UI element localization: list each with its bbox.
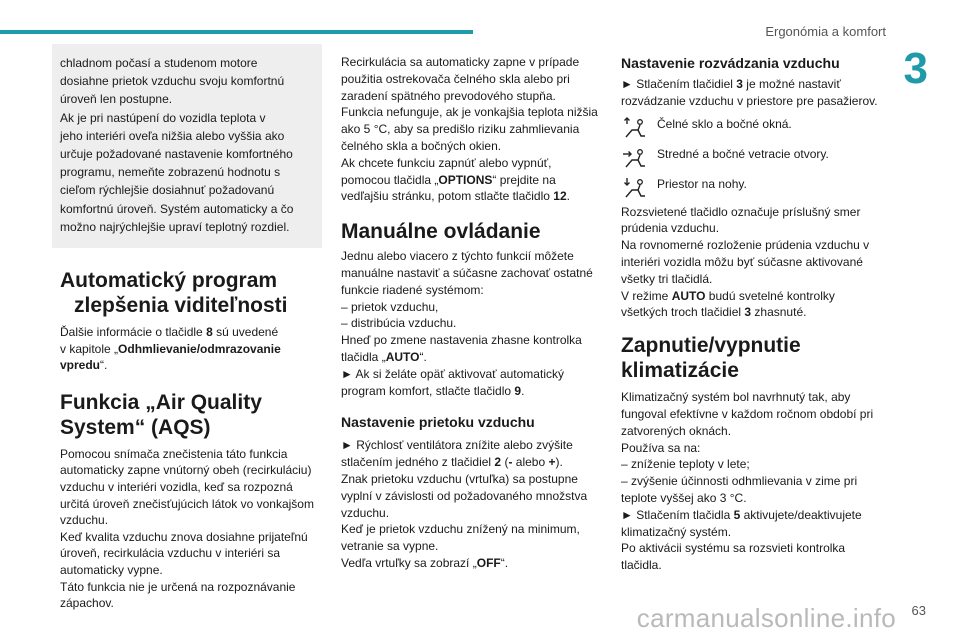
paragraph-line: zatvorených oknách.	[621, 423, 732, 438]
note-line: cieľom rýchlejšie dosiahnuť požadovanú	[60, 183, 275, 198]
note-line: chladnom počasí a studenom motore	[60, 56, 258, 70]
paragraph-line: program komfort, stlačte tlačidlo 9.	[341, 383, 525, 398]
paragraph-line: Táto funkcia nie je určená na rozpoznávanie	[60, 579, 296, 594]
note-box	[52, 44, 322, 248]
paragraph-line: automaticky zapne vnútorný obeh (recirkuláciu)	[60, 463, 312, 478]
header-accent-bar	[0, 30, 473, 34]
paragraph-line: zápachov.	[60, 596, 114, 611]
paragraph-line: Jednu alebo viacero z týchto funkcií môžete	[341, 249, 574, 264]
paragraph-line: ► Stlačením tlačidiel 3 je možné nastaviť	[621, 77, 841, 91]
paragraph-line: tlačidla.	[621, 558, 662, 573]
paragraph-line: Pomocou snímača znečistenia táto funkcia	[60, 446, 288, 461]
watermark: carmanualsonline.info	[636, 603, 896, 633]
paragraph-line: ► Stlačením tlačidla 5 aktivujete/deaktivujete	[621, 507, 862, 522]
paragraph-line: interiéri vozidla môžu byť súčasne aktivované	[621, 254, 863, 269]
paragraph-line: Vedľa vrtuľky sa zobrazí „OFF“.	[341, 555, 509, 570]
column-right	[621, 44, 891, 574]
note-line: komfortnú úroveň. Systém automaticky a čo	[60, 201, 294, 216]
heading-manual: Manuálne ovládanie	[341, 220, 541, 244]
paragraph-line: Rozsvietené tlačidlo označuje príslušný smer	[621, 204, 861, 219]
note-line: úroveň len postupne.	[60, 92, 173, 107]
center-vent-icon	[621, 146, 647, 170]
paragraph-line: fungoval efektívne v každom ročnom období pri	[621, 406, 874, 421]
heading-line: System“ (AQS)	[60, 415, 211, 439]
paragraph-line: prúdenia vzduchu.	[621, 221, 720, 236]
paragraph-line: všetky tri tlačidlá.	[621, 271, 713, 286]
distribution-option-center	[621, 146, 891, 170]
note-line: Ak je pri nastúpení do vozidla teplota v	[60, 110, 266, 125]
paragraph-line: tlačidla „AUTO“.	[341, 349, 427, 364]
paragraph-line: klimatizačný systém.	[621, 524, 732, 539]
paragraph-line: Používa sa na:	[621, 440, 701, 455]
paragraph-line: automaticky vypne.	[60, 562, 163, 577]
paragraph-line: použitia ostrekovača čelného skla alebo pri	[341, 71, 570, 86]
distribution-option-windscreen	[621, 116, 891, 140]
heading-line: Zapnutie/vypnutie	[621, 334, 801, 358]
paragraph-line: vzduchu.	[341, 505, 390, 520]
distribution-label: Čelné sklo a bočné okná.	[657, 116, 792, 131]
windscreen-vent-icon	[621, 116, 647, 140]
paragraph-line: v kapitole „Odhmlievanie/odmrazovanie	[60, 341, 281, 356]
paragraph-line: čelného skla a bočných okien.	[341, 138, 502, 153]
paragraph-line: Ak chcete funkciu zapnúť alebo vypnúť,	[341, 155, 552, 170]
paragraph-line: ► Ak si želáte opäť aktivovať automatický	[341, 366, 564, 381]
heading-ac-on-off	[621, 333, 891, 383]
distribution-option-footwell	[621, 176, 891, 200]
paragraph-line: určitá úroveň znečisťujúcich látok vo vonkajšom	[60, 496, 314, 511]
paragraph-line: – zníženie teploty v lete;	[621, 457, 750, 472]
distribution-label: Stredné a bočné vetracie otvory.	[657, 146, 829, 161]
paragraph-line: všetkých troch tlačidiel 3 zhasnuté.	[621, 305, 807, 320]
paragraph-line: teplote vyššej ako 3 °C.	[621, 490, 747, 505]
note-line: programu, nemeňte zobrazenú hodnotu s	[60, 165, 281, 180]
paragraph-line: vzduchu v interiéri vozidla, keď sa rozpozná	[60, 480, 293, 494]
paragraph-line: vpredu“.	[60, 358, 108, 373]
heading-line: zlepšenia viditeľnosti	[74, 294, 288, 318]
heading-auto-visibility	[60, 268, 322, 318]
paragraph-line: Keď je prietok vzduchu znížený na minimum,	[341, 522, 580, 537]
paragraph-line: manuálne nastaviť a súčasne zachovať ostatné	[341, 265, 593, 280]
column-left	[60, 44, 322, 612]
column-middle	[341, 44, 601, 572]
heading-line: Funkcia „Air Quality	[60, 390, 262, 414]
paragraph-line: – zvýšenie účinnosti odhmlievania v zime pri	[621, 474, 858, 489]
paragraph-line: Znak prietoku vzduchu (vrtuľka) sa postupne	[341, 471, 578, 486]
footwell-vent-icon	[621, 176, 647, 200]
paragraph-line: úroveň, recirkulácia vzduchu v interiéri sa	[60, 546, 281, 561]
paragraph-line: stlačením jedného z tlačidiel 2 (- alebo +).	[341, 455, 563, 470]
paragraph-line: ako 5 °C, aby sa predišlo riziku zahmlievania	[341, 122, 580, 137]
paragraph-line: vzduchu.	[60, 513, 109, 528]
heading-aqs	[60, 390, 322, 440]
paragraph-line: funkcie riadené systémom:	[341, 282, 484, 297]
paragraph-line: vedľajšiu stránku, potom stlačte tlačidlo 12.	[341, 189, 570, 204]
paragraph-line: rozvádzanie vzduchu v priestore pre pasažierov.	[621, 93, 878, 108]
paragraph-line: vetranie sa vypne.	[341, 539, 439, 554]
heading-line: Automatický program	[60, 269, 278, 293]
note-line: určuje požadované nastavenie komfortného	[60, 147, 293, 162]
paragraph-line: V režime AUTO budú svetelné kontrolky	[621, 288, 835, 303]
heading-air-flow: Nastavenie prietoku vzduchu	[341, 414, 535, 431]
chapter-number: 3	[903, 44, 928, 93]
paragraph-line: Klimatizačný systém bol navrhnutý tak, aby	[621, 390, 851, 405]
paragraph-line: pomocou tlačidla „OPTIONS“ prejdite na	[341, 172, 556, 187]
paragraph-line: Keď kvalita vzduchu znova dosiahne prijateľnú	[60, 529, 308, 544]
heading-line: klimatizácie	[621, 359, 739, 383]
paragraph-line: Ďalšie informácie o tlačidle 8 sú uvedené	[60, 325, 279, 340]
paragraph-line: Hneď po zmene nastavenia zhasne kontrolka	[341, 333, 582, 348]
paragraph-line: zaradení spätného prevodového stupňa.	[341, 88, 556, 103]
note-line: jeho interiéri oveľa nižšia alebo vyššia ako	[60, 128, 285, 143]
distribution-label: Priestor na nohy.	[657, 176, 747, 191]
paragraph-line: Funkcia nefunguje, ak je vonkajšia teplota nižšia	[341, 105, 598, 120]
paragraph-line: vyplní v závislosti od požadovaného množstva	[341, 488, 588, 503]
note-line: dosiahne prietok vzduchu svoju komfortnú	[60, 74, 285, 89]
paragraph-line: Na rovnomerné rozloženie prúdenia vzduchu v	[621, 238, 870, 253]
paragraph-line: Po aktivácii systému sa rozsvieti kontrolka	[621, 541, 846, 556]
paragraph-line: – prietok vzduchu,	[341, 299, 439, 314]
paragraph-line: Recirkulácia sa automaticky zapne v prípade	[341, 55, 580, 69]
section-title: Ergonómia a komfort	[765, 24, 886, 39]
note-line: možno najrýchlejšie upraví teplotný rozdiel.	[60, 219, 290, 234]
heading-air-distribution: Nastavenie rozvádzania vzduchu	[621, 55, 840, 71]
paragraph-line: – distribúcia vzduchu.	[341, 316, 457, 331]
page-number: 63	[911, 603, 926, 618]
paragraph-line: ► Rýchlosť ventilátora znížite alebo zvýšite	[341, 438, 573, 453]
